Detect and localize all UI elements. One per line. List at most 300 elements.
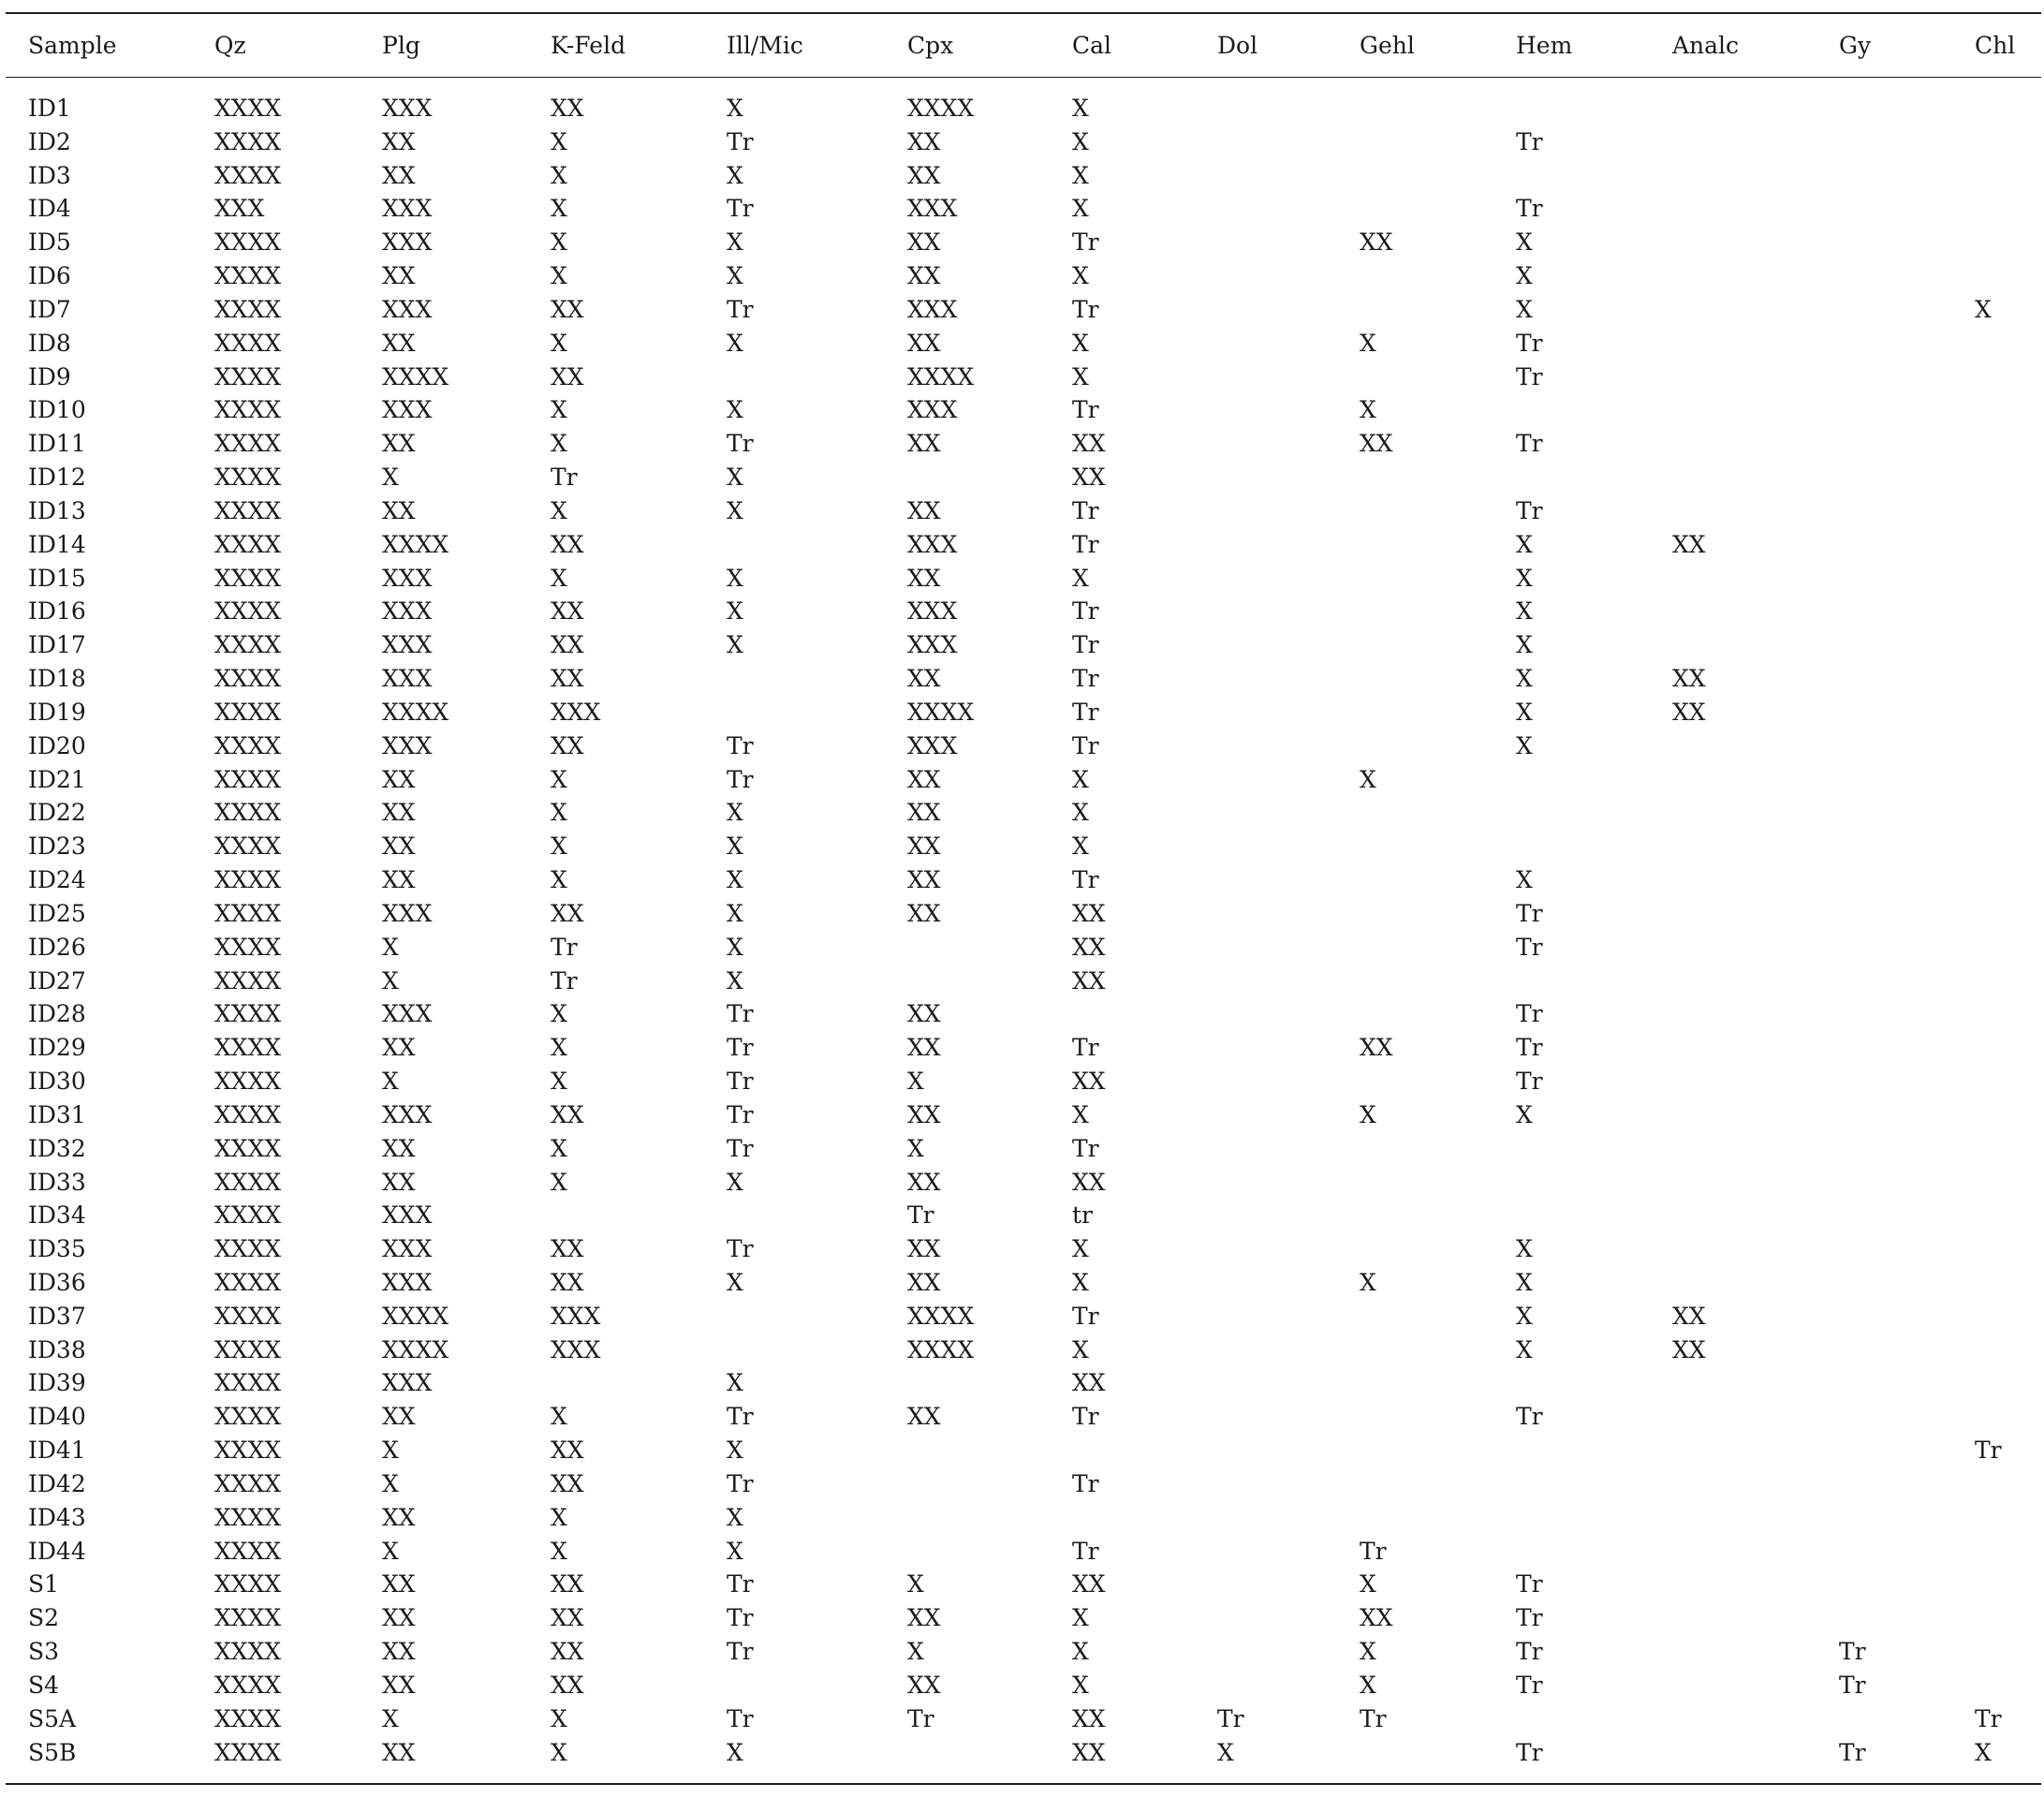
cell-cpx: XX	[907, 1100, 941, 1128]
cell-k-feld: XXX	[551, 698, 601, 726]
table-row	[6, 1366, 2041, 1400]
cell-gehl: X	[1360, 1570, 1376, 1599]
cell-hem: Tr	[1516, 933, 1543, 961]
table-row	[6, 931, 2041, 965]
cell-ill-mic: Tr	[727, 1704, 754, 1732]
cell-k-feld: X	[551, 1704, 567, 1732]
cell-ill-mic: X	[727, 631, 743, 659]
table-row	[6, 1132, 2041, 1166]
cell-k-feld: X	[551, 564, 567, 592]
cell-cpx: X	[907, 1068, 924, 1096]
table-row	[6, 562, 2041, 596]
sample-id-cell: S4	[28, 1671, 60, 1699]
cell-k-feld: X	[551, 1168, 567, 1196]
cell-cal: XX	[1072, 933, 1106, 961]
cell-k-feld: XX	[551, 1469, 584, 1497]
cell-plg: XXXX	[382, 698, 449, 726]
cell-cpx: XXXX	[907, 1302, 975, 1330]
cell-ill-mic: X	[727, 1369, 743, 1397]
cell-qz: XXXX	[214, 799, 282, 827]
table-row	[6, 730, 2041, 763]
cell-cal: Tr	[1072, 1403, 1099, 1431]
cell-k-feld: XX	[551, 1604, 584, 1632]
cell-cpx: XXX	[907, 530, 958, 558]
cell-hem: Tr	[1516, 1604, 1543, 1632]
sample-id-cell: ID22	[28, 799, 86, 827]
cell-cpx: XX	[907, 228, 941, 257]
table-row	[6, 796, 2041, 830]
cell-ill-mic: Tr	[727, 1604, 754, 1632]
cell-qz: XXXX	[214, 329, 282, 357]
cell-qz: XXXX	[214, 1335, 282, 1363]
cell-hem: X	[1516, 631, 1533, 659]
cell-ill-mic: X	[727, 1268, 743, 1296]
cell-cpx: XXXX	[907, 698, 975, 726]
table-row	[6, 997, 2041, 1031]
cell-plg: XXX	[382, 1100, 433, 1128]
table-row	[6, 1501, 2041, 1535]
sample-id-cell: ID1	[28, 95, 71, 122]
cell-analc: XX	[1672, 1335, 1706, 1363]
sample-id-cell: ID29	[28, 1034, 86, 1062]
cell-cal: XX	[1072, 1570, 1106, 1599]
cell-hem: X	[1516, 530, 1533, 558]
cell-qz: XXXX	[214, 1000, 282, 1028]
cell-qz: XXXX	[214, 631, 282, 659]
cell-k-feld: XXX	[551, 1335, 601, 1363]
cell-qz: XXXX	[214, 833, 282, 861]
sample-id-cell: ID35	[28, 1235, 86, 1263]
sample-id-cell: ID10	[28, 396, 86, 424]
cell-qz: XXX	[214, 195, 265, 223]
cell-cal: X	[1072, 1604, 1089, 1632]
cell-hem: X	[1516, 731, 1533, 759]
cell-qz: XXXX	[214, 1738, 282, 1766]
cell-cpx: XXX	[907, 396, 958, 424]
cell-plg: XXXX	[382, 1302, 449, 1330]
cell-cpx: XX	[907, 262, 941, 290]
cell-cal: X	[1072, 833, 1089, 861]
cell-k-feld: X	[551, 496, 567, 524]
cell-qz: XXXX	[214, 1403, 282, 1431]
cell-cal: X	[1072, 127, 1089, 155]
cell-gehl: XX	[1360, 228, 1393, 257]
cell-qz: XXXX	[214, 899, 282, 927]
cell-k-feld: XX	[551, 1100, 584, 1128]
cell-qz: XXXX	[214, 1268, 282, 1296]
table-row	[6, 125, 2041, 159]
cell-gehl: X	[1360, 1100, 1376, 1128]
cell-qz: XXXX	[214, 1704, 282, 1732]
cell-plg: XX	[382, 127, 416, 155]
cell-qz: XXXX	[214, 95, 282, 122]
cell-ill-mic: Tr	[727, 1570, 754, 1599]
column-header-plg: Plg	[382, 32, 420, 59]
cell-k-feld: X	[551, 1503, 567, 1531]
cell-qz: XXXX	[214, 262, 282, 290]
cell-cal: XX	[1072, 1704, 1106, 1732]
sample-id-cell: ID17	[28, 631, 86, 659]
cell-qz: XXXX	[214, 933, 282, 961]
sample-id-cell: S5B	[28, 1738, 77, 1766]
cell-hem: X	[1516, 698, 1533, 726]
cell-plg: X	[382, 1704, 399, 1732]
table-row	[6, 1535, 2041, 1569]
cell-hem: Tr	[1516, 127, 1543, 155]
cell-hem: X	[1516, 262, 1533, 290]
column-header-ill-mic: Ill/Mic	[727, 32, 803, 59]
cell-ill-mic: X	[727, 161, 743, 189]
cell-ill-mic: Tr	[727, 1068, 754, 1096]
cell-ill-mic: X	[727, 329, 743, 357]
cell-cal: Tr	[1072, 1134, 1099, 1162]
cell-cal: X	[1072, 362, 1089, 391]
cell-k-feld: XX	[551, 1671, 584, 1699]
cell-hem: Tr	[1516, 1738, 1543, 1766]
cell-ill-mic: Tr	[727, 1638, 754, 1666]
cell-cpx: XXX	[907, 597, 958, 626]
table-bottom-rule	[6, 1783, 2041, 1785]
cell-dol: Tr	[1217, 1704, 1244, 1732]
cell-plg: XX	[382, 1738, 416, 1766]
sample-id-cell: S1	[28, 1570, 60, 1599]
cell-k-feld: XXX	[551, 1302, 601, 1330]
sample-id-cell: ID20	[28, 731, 86, 759]
cell-gehl: Tr	[1360, 1704, 1387, 1732]
cell-analc: XX	[1672, 1302, 1706, 1330]
cell-cal: X	[1072, 1671, 1089, 1699]
cell-hem: Tr	[1516, 1638, 1543, 1666]
cell-qz: XXXX	[214, 966, 282, 995]
cell-plg: XX	[382, 799, 416, 827]
cell-qz: XXXX	[214, 1369, 282, 1397]
cell-plg: XXX	[382, 1000, 433, 1028]
cell-qz: XXXX	[214, 1302, 282, 1330]
cell-analc: XX	[1672, 698, 1706, 726]
cell-cpx: XX	[907, 127, 941, 155]
cell-qz: XXXX	[214, 496, 282, 524]
cell-gehl: X	[1360, 765, 1376, 793]
table-row	[6, 696, 2041, 730]
cell-qz: XXXX	[214, 564, 282, 592]
sample-id-cell: ID40	[28, 1403, 86, 1431]
cell-hem: Tr	[1516, 1000, 1543, 1028]
table-row	[6, 1098, 2041, 1132]
sample-id-cell: ID24	[28, 866, 86, 894]
cell-qz: XXXX	[214, 228, 282, 257]
sample-id-cell: ID7	[28, 295, 71, 323]
cell-ill-mic: X	[727, 1537, 743, 1565]
table-row	[6, 393, 2041, 427]
sample-id-cell: ID5	[28, 228, 71, 257]
cell-cal: Tr	[1072, 496, 1099, 524]
cell-qz: XXXX	[214, 464, 282, 492]
cell-gehl: XX	[1360, 1604, 1393, 1632]
cell-cal: X	[1072, 195, 1089, 223]
cell-cal: Tr	[1072, 665, 1099, 693]
table-row	[6, 1199, 2041, 1232]
cell-k-feld: XX	[551, 631, 584, 659]
table-row	[6, 1232, 2041, 1266]
table-row	[6, 327, 2041, 361]
table-row	[6, 1568, 2041, 1601]
sample-id-cell: ID12	[28, 464, 86, 492]
cell-k-feld: XX	[551, 731, 584, 759]
column-header-chl: Chl	[1975, 32, 2016, 59]
sample-id-cell: ID2	[28, 127, 71, 155]
cell-cal: XX	[1072, 464, 1106, 492]
sample-id-cell: S3	[28, 1638, 60, 1666]
sample-id-cell: ID21	[28, 765, 86, 793]
cell-k-feld: Tr	[551, 933, 578, 961]
cell-plg: XXXX	[382, 362, 449, 391]
cell-gy: Tr	[1839, 1671, 1866, 1699]
cell-cpx: XX	[907, 799, 941, 827]
cell-cal: XX	[1072, 1168, 1106, 1196]
cell-plg: XX	[382, 833, 416, 861]
cell-qz: XXXX	[214, 362, 282, 391]
cell-ill-mic: Tr	[727, 1469, 754, 1497]
cell-cal: XX	[1072, 1738, 1106, 1766]
table-row	[6, 494, 2041, 528]
cell-plg: XX	[382, 1671, 416, 1699]
cell-k-feld: X	[551, 262, 567, 290]
cell-plg: X	[382, 1068, 399, 1096]
cell-k-feld: X	[551, 833, 567, 861]
column-header-cal: Cal	[1072, 32, 1112, 59]
cell-plg: XXX	[382, 1201, 433, 1230]
sample-id-cell: ID3	[28, 161, 71, 189]
cell-hem: Tr	[1516, 496, 1543, 524]
cell-hem: X	[1516, 1235, 1533, 1263]
cell-ill-mic: X	[727, 228, 743, 257]
cell-plg: XX	[382, 1638, 416, 1666]
cell-gehl: X	[1360, 1268, 1376, 1296]
sample-id-cell: ID16	[28, 597, 86, 626]
cell-hem: Tr	[1516, 899, 1543, 927]
cell-k-feld: X	[551, 1738, 567, 1766]
sample-id-cell: ID19	[28, 698, 86, 726]
cell-qz: XXXX	[214, 665, 282, 693]
cell-dol: X	[1217, 1738, 1234, 1766]
cell-cal: X	[1072, 1335, 1089, 1363]
sample-id-cell: ID4	[28, 195, 71, 223]
cell-k-feld: X	[551, 1034, 567, 1062]
cell-ill-mic: X	[727, 496, 743, 524]
cell-cpx: XX	[907, 1268, 941, 1296]
cell-ill-mic: Tr	[727, 1235, 754, 1263]
sample-id-cell: ID34	[28, 1201, 86, 1230]
cell-plg: XXX	[382, 731, 433, 759]
cell-cal: X	[1072, 564, 1089, 592]
cell-cpx: XX	[907, 1168, 941, 1196]
cell-cal: Tr	[1072, 228, 1099, 257]
cell-cpx: XXX	[907, 631, 958, 659]
cell-cal: Tr	[1072, 866, 1099, 894]
cell-cal: Tr	[1072, 1034, 1099, 1062]
cell-hem: Tr	[1516, 195, 1543, 223]
cell-qz: XXXX	[214, 1638, 282, 1666]
cell-qz: XXXX	[214, 1671, 282, 1699]
sample-id-cell: ID9	[28, 362, 71, 391]
cell-qz: XXXX	[214, 430, 282, 458]
cell-cal: Tr	[1072, 1302, 1099, 1330]
sample-id-cell: ID38	[28, 1335, 86, 1363]
table-row	[6, 628, 2041, 662]
table-row	[6, 1166, 2041, 1200]
cell-gehl: XX	[1360, 430, 1393, 458]
cell-gy: Tr	[1839, 1738, 1866, 1766]
cell-k-feld: XX	[551, 1268, 584, 1296]
table-row	[6, 259, 2041, 293]
cell-ill-mic: X	[727, 262, 743, 290]
cell-gehl: X	[1360, 396, 1376, 424]
cell-ill-mic: X	[727, 866, 743, 894]
column-header-hem: Hem	[1516, 32, 1573, 59]
cell-qz: XXXX	[214, 1100, 282, 1128]
cell-cal: Tr	[1072, 1537, 1099, 1565]
table-row	[6, 763, 2041, 797]
cell-cpx: Tr	[907, 1201, 934, 1230]
cell-hem: X	[1516, 1335, 1533, 1363]
table-row	[6, 1434, 2041, 1467]
cell-qz: XXXX	[214, 127, 282, 155]
cell-ill-mic: X	[727, 933, 743, 961]
cell-cpx: XX	[907, 1671, 941, 1699]
cell-cpx: XXX	[907, 195, 958, 223]
cell-cpx: XXX	[907, 731, 958, 759]
sample-id-cell: ID37	[28, 1302, 86, 1330]
cell-k-feld: Tr	[551, 966, 578, 995]
cell-cpx: XXXX	[907, 362, 975, 391]
cell-chl: X	[1975, 295, 1992, 323]
column-header-analc: Analc	[1672, 32, 1740, 59]
cell-plg: XX	[382, 1403, 416, 1431]
table-row	[6, 662, 2041, 696]
cell-plg: X	[382, 1437, 399, 1465]
sample-id-cell: ID18	[28, 665, 86, 693]
cell-plg: XXX	[382, 597, 433, 626]
cell-qz: XXXX	[214, 1068, 282, 1096]
cell-ill-mic: Tr	[727, 430, 754, 458]
cell-plg: XXX	[382, 665, 433, 693]
cell-k-feld: XX	[551, 95, 584, 122]
cell-ill-mic: X	[727, 1503, 743, 1531]
cell-plg: XXX	[382, 228, 433, 257]
cell-ill-mic: Tr	[727, 295, 754, 323]
column-header-cpx: Cpx	[907, 32, 954, 59]
cell-ill-mic: Tr	[727, 731, 754, 759]
cell-hem: Tr	[1516, 329, 1543, 357]
table-row	[6, 293, 2041, 327]
cell-qz: XXXX	[214, 1201, 282, 1230]
cell-plg: X	[382, 966, 399, 995]
cell-cpx: XX	[907, 161, 941, 189]
cell-qz: XXXX	[214, 866, 282, 894]
sample-id-cell: ID42	[28, 1469, 86, 1497]
cell-k-feld: XX	[551, 899, 584, 927]
cell-qz: XXXX	[214, 1437, 282, 1465]
cell-plg: X	[382, 1537, 399, 1565]
cell-cpx: XX	[907, 1000, 941, 1028]
table-row	[6, 461, 2041, 494]
table-row	[6, 1635, 2041, 1669]
cell-cal: X	[1072, 765, 1089, 793]
cell-hem: X	[1516, 1268, 1533, 1296]
cell-cpx: XXX	[907, 295, 958, 323]
cell-hem: Tr	[1516, 1068, 1543, 1096]
cell-analc: XX	[1672, 530, 1706, 558]
table-row	[6, 1300, 2041, 1334]
cell-qz: XXXX	[214, 765, 282, 793]
cell-plg: X	[382, 1469, 399, 1497]
cell-plg: XXX	[382, 396, 433, 424]
cell-cal: XX	[1072, 899, 1106, 927]
cell-cal: Tr	[1072, 731, 1099, 759]
cell-k-feld: X	[551, 1068, 567, 1096]
cell-ill-mic: Tr	[727, 195, 754, 223]
cell-ill-mic: X	[727, 597, 743, 626]
cell-k-feld: XX	[551, 1235, 584, 1263]
cell-k-feld: X	[551, 329, 567, 357]
table-row	[6, 1669, 2041, 1702]
cell-qz: XXXX	[214, 1604, 282, 1632]
cell-ill-mic: X	[727, 1168, 743, 1196]
cell-cal: X	[1072, 1235, 1089, 1263]
sample-id-cell: ID30	[28, 1068, 86, 1096]
cell-ill-mic: Tr	[727, 765, 754, 793]
cell-ill-mic: Tr	[727, 1034, 754, 1062]
sample-id-cell: ID44	[28, 1537, 86, 1565]
table-row	[6, 1266, 2041, 1300]
sample-id-cell: ID15	[28, 564, 86, 592]
cell-plg: XXX	[382, 295, 433, 323]
cell-plg: XXX	[382, 899, 433, 927]
cell-k-feld: X	[551, 1537, 567, 1565]
cell-k-feld: X	[551, 195, 567, 223]
cell-cal: Tr	[1072, 597, 1099, 626]
cell-cal: Tr	[1072, 530, 1099, 558]
cell-cpx: X	[907, 1134, 924, 1162]
cell-ill-mic: Tr	[727, 1134, 754, 1162]
cell-qz: XXXX	[214, 1570, 282, 1599]
table-row	[6, 427, 2041, 461]
table-row	[6, 830, 2041, 863]
cell-ill-mic: X	[727, 799, 743, 827]
cell-k-feld: X	[551, 765, 567, 793]
cell-k-feld: XX	[551, 295, 584, 323]
cell-plg: XX	[382, 329, 416, 357]
cell-hem: X	[1516, 866, 1533, 894]
sample-id-cell: ID25	[28, 899, 86, 927]
sample-id-cell: ID41	[28, 1437, 86, 1465]
cell-ill-mic: X	[727, 899, 743, 927]
table-row	[6, 1400, 2041, 1434]
cell-cal: X	[1072, 262, 1089, 290]
table-header-row	[6, 14, 2041, 77]
cell-ill-mic: X	[727, 1738, 743, 1766]
cell-plg: XX	[382, 262, 416, 290]
cell-gy: Tr	[1839, 1638, 1866, 1666]
cell-k-feld: X	[551, 1134, 567, 1162]
cell-ill-mic: Tr	[727, 1403, 754, 1431]
cell-cpx: XX	[907, 833, 941, 861]
cell-gehl: Tr	[1360, 1537, 1387, 1565]
cell-cpx: XX	[907, 899, 941, 927]
sample-id-cell: ID11	[28, 430, 86, 458]
cell-hem: X	[1516, 295, 1533, 323]
table-row	[6, 1065, 2041, 1098]
